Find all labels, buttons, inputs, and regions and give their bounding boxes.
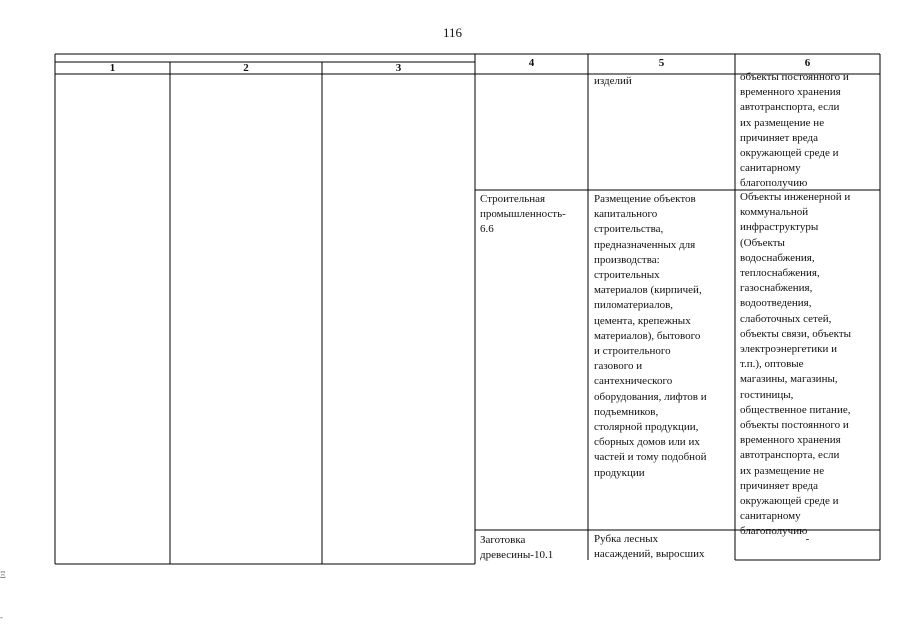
column-header-2: 2 (243, 62, 249, 74)
row-3-column-5: Рубка лесных насаждений, выросших (594, 533, 705, 561)
row-3-column-6: - (805, 533, 810, 545)
left-margin-tick: - (0, 612, 3, 622)
row-1-column-5: изделий (594, 75, 632, 87)
row-2-column-4: Строительная промышленность- 6.6 (480, 193, 566, 236)
row-1-column-6: объекты постоянного и временного хранения автотранспорта, если их размещение не причиняет вреда окружающей среде и санитарному благополучию (740, 71, 849, 190)
row-1-column-4 (480, 75, 584, 189)
column-header-3: 3 (395, 62, 402, 74)
page-number: 116 (442, 25, 463, 40)
row-3-column-4: Заготовка древесины-10.1 (480, 534, 554, 562)
row-2-column-5: Размещение объектов капитального строительства, предназначенных для производства: строительных материалов (кирпичей, пиломатериалов, цемента, крепежных материалов), бытового и строительного газового и сантехнического оборудования, лифтов и подъемников, столярной продукции, сборных домов или их частей и тому подобной продукции (594, 193, 707, 479)
row-2-column-6: Объекты инженерной и коммунальной инфраструктуры (Объекты водоснабжения, теплоснабжения, газоснабжения, водоотведения, слаботочных сетей, объекты связи, объекты электроэнергетики и т.п.), оптовые магазины, магазины, гостиницы, общественное питание, объекты постоянного и временного хранения автотранспорта, если их размещение не причиняет вреда окружающей среде и санитарному благополучию (740, 191, 852, 538)
column-header-1: 1 (109, 62, 116, 74)
left-margin-mark: Ξ (0, 570, 6, 580)
column-header-6: 6 (804, 57, 811, 69)
column-header-5: 5 (658, 57, 665, 69)
column-header-4: 4 (528, 57, 535, 69)
